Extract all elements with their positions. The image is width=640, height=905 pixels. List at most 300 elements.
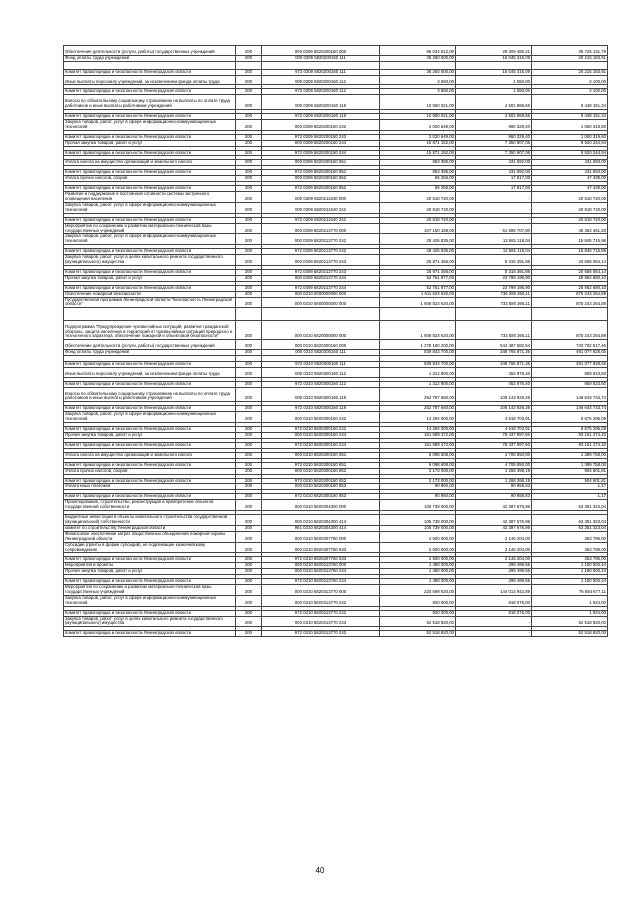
row-kbk-cell: 000 0310 5820300160 112 [262,367,380,377]
row-code-cell: 200 [236,285,262,291]
row-approved-cell: 25 971 456,00 [380,255,456,266]
row-code-cell: 200 [236,381,262,387]
table-row [64,89,608,95]
row-code-cell: 200 [236,75,262,85]
table-row [64,150,608,156]
row-approved-cell: 20 818 720,00 [380,217,456,223]
table-row [64,69,608,75]
table-row [64,387,608,402]
row-code-cell: 200 [236,150,262,156]
row-approved-cell: 820 000,00 [380,610,456,616]
row-approved-cell: 1 608 823 620,00 [380,297,456,308]
row-name-cell: Комитет правопорядка и безопасности Ленинградской области [64,89,236,95]
table-row [64,616,608,627]
table-row [64,515,608,526]
row-remaining-cell: 431 693,00 [532,170,608,176]
table-row [64,462,608,468]
row-approved-cell: 2 020 649,00 [380,134,456,140]
row-remaining-cell: 2 100,00 [532,89,608,95]
row-code-cell: 200 [236,119,262,130]
row-name-cell: Прочая закупка товаров, работ и услуг [64,433,236,439]
row-name-cell: Закупка товаров, работ, услуг в сфере информационно-коммуникационных технологий [64,234,236,245]
row-kbk-cell: 000 0310 5820300160 111 [262,350,380,356]
table-row [64,75,608,85]
row-kbk-cell: 000 0309 5820213770 244 [262,275,380,281]
table-row [64,134,608,140]
row-executed-cell: 5 315 391,86 [456,269,532,275]
row-executed-cell: 431 692,00 [456,170,532,176]
row-code-cell: 200 [236,406,262,412]
row-remaining-cell: 20 818 720,00 [532,192,608,203]
row-kbk-cell: 000 0310 5820313760 244 [262,569,380,575]
row-remaining-cell: 9 675 296,09 [532,412,608,423]
row-executed-cell: 4 708 850,00 [456,462,532,468]
table-row [64,631,608,637]
row-code-cell: 200 [236,170,262,176]
row-code-cell: 200 [236,427,262,433]
row-name-cell: Комитет правопорядка и безопасности Ленинградской области [64,631,236,637]
row-remaining-cell: 83 151 474,40 [532,442,608,448]
row-name-cell: Комитет правопорядка и безопасности Ленинградской области [64,406,236,412]
row-remaining-cell: 45 454 461,20 [532,223,608,234]
row-approved-cell: 252 787 660,00 [380,406,456,412]
row-approved-cell: 10 950 021,00 [380,114,456,120]
row-approved-cell: 2 500 000,00 [380,531,456,542]
row-remaining-cell: 1 060 319,60 [532,119,608,130]
row-executed-cell: 17 817,00 [456,176,532,182]
row-name-cell: Уплата налога на имущество организаций и земельного налога [64,160,236,166]
table-row [64,114,608,120]
row-approved-cell: 2 020 649,00 [380,119,456,130]
row-executed-cell: 42 387 676,96 [456,500,532,511]
row-name-cell: Бюджетные инвестиции в объекты капитального строительства государственной (муниципальной) собственности [64,515,236,526]
row-remaining-cell: 8 520 244,94 [532,150,608,156]
row-approved-cell: 28 426 835,00 [380,249,456,255]
row-remaining-cell: 20 215 183,91 [532,55,608,61]
row-approved-cell: 105 739 000,00 [380,525,456,531]
row-executed-cell: 144 014 942,89 [456,585,532,596]
table-row [64,531,608,542]
row-name-cell: Прочая закупка товаров, работ и услуг [64,275,236,281]
row-kbk-cell: 000 0310 5820300160 000 [262,340,380,350]
row-kbk-cell: 000 0310 5820300160 852 [262,468,380,474]
row-remaining-cell: 904 601,81 [532,468,608,474]
row-remaining-cell: 8 520 244,94 [532,140,608,146]
row-approved-cell: 1 480 000,00 [380,579,456,585]
row-name-cell: Комитет правопорядка и безопасности Ленинградской области [64,478,236,484]
row-remaining-cell: 859 823,60 [532,367,608,377]
row-approved-cell: 220 599 620,00 [380,585,456,596]
spacer-row [64,61,608,69]
row-code-cell: 200 [236,412,262,423]
row-code-cell: 200 [236,433,262,439]
table-row [64,412,608,423]
table-row [64,160,608,166]
row-executed-cell: - [456,192,532,203]
row-executed-cell [456,61,532,69]
row-name-cell: Взносы по обязательному социальному страхованию на выплаты по оплате труда работников и иные выплаты работникам учреждений [64,387,236,402]
row-executed-cell: 4 708 850,00 [456,452,532,458]
row-approved-cell: 2 500 000,00 [380,557,456,563]
row-executed-cell: 1 268 398,19 [456,468,532,474]
row-code-cell: 200 [236,46,262,56]
row-code-cell: 200 [236,367,262,377]
row-remaining-cell: 733 702 517,46 [532,340,608,350]
row-executed-cell: 2 146 204,00 [456,542,532,553]
row-kbk-cell: 000 0310 5820300160 851 [262,452,380,458]
row-kbk-cell: 000 0309 5820200160 000 [262,46,380,56]
row-name-cell: Обеспечение пожарной безопасности [64,291,236,297]
row-name-cell: Закупка товаров, работ, услуг в сфере информационно-коммуникационных технологий [64,202,236,213]
row-approved-cell [380,308,456,321]
row-name-cell: Фонд оплаты труда учреждений [64,55,236,61]
row-remaining-cell: 20 818 720,00 [532,202,608,213]
row-name-cell: Подпрограмма "Предупреждение чрезвычайных ситуаций, развитие гражданской обороны, защита населения и территорий от чрезвычайных ситуаций природного и техногенного характера, обеспечение пожарной и объектовой безопасности" [64,321,236,340]
row-remaining-cell: 146 643 733,74 [532,387,608,402]
row-kbk-cell: 972 0309 5820200160 111 [262,69,380,75]
row-executed-cell: 12 581 119,04 [456,249,532,255]
row-name-cell: Комитет правопорядка и безопасности Ленинградской области [64,362,236,368]
row-name-cell: Прочая закупка товаров, работ и услуг [64,569,236,575]
row-name-cell: Финансовое обеспечение затрат общественных объединения пожарной охраны Ленинградской области [64,531,236,542]
row-name-cell: Мероприятия по сохранению и развитию материально-технической базы государственных учреждений [64,223,236,234]
row-remaining-cell: 491 077 828,65 [532,362,608,368]
row-remaining-cell: 491 077 828,65 [532,350,608,356]
row-name-cell: Комитет правопорядка и безопасности Ленинградской области [64,610,236,616]
row-name-cell: Уплата прочих налогов, сборов [64,176,236,182]
row-code-cell: 200 [236,269,262,275]
row-executed-cell: 299 499,56 [456,563,532,569]
row-code-cell: 200 [236,186,262,192]
row-remaining-cell: 875 243 254,89 [532,321,608,340]
table-row [64,249,608,255]
row-code-cell: 200 [236,114,262,120]
row-kbk-cell: 972 0309 5820200160 244 [262,150,380,156]
row-remaining-cell: 20 656 064,14 [532,255,608,266]
row-code-cell: 200 [236,350,262,356]
row-kbk-cell: 972 0310 5820300160 119 [262,406,380,412]
row-remaining-cell: 353 796,00 [532,542,608,553]
row-kbk-cell: 000 0310 5820307750 000 [262,531,380,542]
row-kbk-cell: 000 0310 5800000000 000 [262,297,380,308]
row-approved-cell: 65 256,00 [380,186,456,192]
row-code-cell: 200 [236,563,262,569]
table-row [64,478,608,484]
row-approved-cell: 1 611 623 620,00 [380,291,456,297]
row-code-cell: 200 [236,321,262,340]
row-kbk-cell: 000 0309 5820211540 242 [262,202,380,213]
row-executed-cell: 1 550,00 [456,89,532,95]
row-remaining-cell: 353 796,00 [532,531,608,542]
row-executed-cell: 16 045 316,09 [456,55,532,61]
row-executed-cell: 106 143 926,26 [456,387,532,402]
row-code-cell: 200 [236,95,262,110]
row-approved-cell: 14 294 000,00 [380,427,456,433]
row-remaining-cell: 63 351 323,04 [532,500,608,511]
row-approved-cell: 820 000,00 [380,595,456,606]
row-approved-cell: 107 150 169,00 [380,223,456,234]
row-remaining-cell: 28 952 680,10 [532,275,608,281]
row-approved-cell: 15 871 152,00 [380,140,456,146]
row-approved-cell: 105 739 000,00 [380,515,456,526]
row-code-cell: 200 [236,340,262,350]
row-kbk-cell: 972 0310 5820307750 633 [262,557,380,563]
row-remaining-cell: 9 675 296,09 [532,427,608,433]
row-approved-cell: 2 500 000,00 [380,542,456,553]
row-remaining-cell: 904 601,81 [532,478,608,484]
row-kbk-cell: 000 0309 5820200160 111 [262,55,380,61]
table-row [64,525,608,531]
table-row [64,255,608,266]
row-name-cell: Комитет правопорядка и безопасности Ленинградской области [64,427,236,433]
row-name-cell: Иные выплаты персоналу учреждений, за исключением фонда оплаты труда [64,75,236,85]
row-approved-cell: 863 385,00 [380,160,456,166]
row-name-cell: Комитет правопорядка и безопасности Ленинградской области [64,134,236,140]
row-kbk-cell: 972 0309 5820200160 851 [262,170,380,176]
row-code-cell: 200 [236,249,262,255]
row-remaining-cell: 76 584 677,11 [532,585,608,596]
table-row [64,406,608,412]
row-executed-cell: 818 076,00 [456,595,532,606]
row-executed-cell: 78 437 997,60 [456,433,532,439]
row-code-cell: 200 [236,442,262,448]
table-row [64,442,608,448]
row-kbk-cell: 000 0309 5820213770 242 [262,234,380,245]
row-kbk-cell: 972 0309 5820213770 243 [262,269,380,275]
row-remaining-cell: 859 823,60 [532,381,608,387]
row-executed-cell: 29 309 480,21 [456,46,532,56]
table-row [64,192,608,203]
row-executed-cell: 4 618 703,91 [456,427,532,433]
row-kbk-cell: 972 0310 5820300160 853 [262,494,380,500]
row-name-cell: Мероприятия по сохранению и развитию материально-технической базы государственных учреждений [64,585,236,596]
row-remaining-cell: 1 389 758,00 [532,452,608,458]
table-row [64,285,608,291]
table-row [64,223,608,234]
row-approved-cell: 6 098 608,00 [380,452,456,458]
row-code-cell: 200 [236,616,262,627]
row-code-cell: 200 [236,542,262,553]
row-approved-cell: 161 589 472,00 [380,442,456,448]
table-row [64,170,608,176]
row-name-cell: Развитие и поддержание в постоянной готовности системы экстренного оповещения населения [64,192,236,203]
row-remaining-cell: 52 518 920,00 [532,616,608,627]
row-kbk-cell: 000 0310 5820313760 000 [262,563,380,569]
row-name-cell: Закупка товаров, работ, услуг в сфере информационно-коммуникационных технологий [64,595,236,606]
row-approved-cell: 1 312 800,00 [380,367,456,377]
table-row [64,297,608,308]
row-remaining-cell [532,61,608,69]
row-approved-cell: 14 294 000,00 [380,412,456,423]
row-executed-cell: 299 499,56 [456,569,532,575]
row-kbk-cell: 972 0310 5820313760 244 [262,579,380,585]
row-code-cell: 200 [236,462,262,468]
row-name-cell: Закупка товаров, работ, услуг в целях капитального ремонта государственного (муниципального) имущества [64,616,236,627]
row-remaining-cell: 1 060 319,60 [532,134,608,140]
row-approved-cell: 252 787 660,00 [380,387,456,402]
row-kbk-cell: 972 0309 5820200160 242 [262,134,380,140]
row-executed-cell: 90 958,83 [456,484,532,490]
row-code-cell: 200 [236,160,262,166]
row-executed-cell: 17 817,00 [456,186,532,192]
table-row [64,186,608,192]
row-remaining-cell: 1 389 758,00 [532,462,608,468]
table-row [64,46,608,56]
row-executed-cell: 733 580 365,11 [456,297,532,308]
table-body [64,46,608,637]
row-name-cell: Обеспечение деятельности (услуги, работы) государственных учреждений [64,46,236,56]
row-name-cell: Комитет правопорядка и безопасности Ленинградской области [64,442,236,448]
row-remaining-cell: 6 448 151,34 [532,114,608,120]
row-approved-cell: 20 818 720,00 [380,202,456,213]
table-row [64,362,608,368]
row-approved-cell: 36 260 500,00 [380,69,456,75]
row-approved-cell: 90 960,00 [380,494,456,500]
row-code-cell: 200 [236,557,262,563]
row-executed-cell: 960 329,40 [456,134,532,140]
row-kbk-cell: 000 0310 5820300160 244 [262,433,380,439]
row-name-cell: Комитет правопорядка и безопасности Ленинградской области [64,557,236,563]
row-executed-cell: 78 437 997,60 [456,442,532,448]
row-executed-cell: 348 765 871,35 [456,362,532,368]
row-approved-cell: 52 751 877,00 [380,285,456,291]
row-name-cell: Комитет правопорядка и безопасности Ленинградской области [64,249,236,255]
row-executed-cell: 2 146 204,00 [456,557,532,563]
row-code-cell: 200 [236,176,262,182]
row-executed-cell: 299 499,56 [456,579,532,585]
row-remaining-cell: 146 643 733,74 [532,406,608,412]
row-approved-cell: 3 650,00 [380,75,456,85]
row-executed-cell: 7 350 907,06 [456,150,532,156]
row-code-cell: 200 [236,387,262,402]
row-executed-cell: 733 580 365,11 [456,321,532,340]
row-approved-cell: 1 312 800,00 [380,381,456,387]
row-kbk-cell: 972 0309 5820200160 112 [262,89,380,95]
row-executed-cell: 452 976,40 [456,367,532,377]
row-name-cell [64,61,236,69]
row-name-cell: Мероприятия и проекты [64,563,236,569]
row-executed-cell: 736 380 365,11 [456,291,532,297]
row-remaining-cell: 20 656 064,14 [532,269,608,275]
row-name-cell: Закупка товаров, работ, услуг в сфере информационно-коммуникационных технологий [64,119,236,130]
row-name-cell: Закупка товаров, работ, услуг в сфере информационно-коммуникационных технологий [64,412,236,423]
row-executed-cell: 23 799 196,90 [456,285,532,291]
table-row [64,494,608,500]
row-code-cell: 200 [236,525,262,531]
row-code-cell: 200 [236,500,262,511]
table-row [64,381,608,387]
row-executed-cell: 16 045 316,09 [456,69,532,75]
row-approved-cell: 3 650,00 [380,89,456,95]
row-approved-cell: 839 843 700,00 [380,362,456,368]
row-approved-cell: 36 260 500,00 [380,55,456,61]
row-code-cell: 200 [236,631,262,637]
row-approved-cell: 20 818 720,00 [380,192,456,203]
row-approved-cell: 1 480 000,00 [380,569,456,575]
row-executed-cell: - [456,616,532,627]
row-code-cell: 200 [236,452,262,458]
row-kbk-cell: 972 0309 5820200160 119 [262,114,380,120]
row-code-cell: 200 [236,468,262,474]
row-kbk-cell: 000 0309 5820200160 244 [262,140,380,146]
row-approved-cell: 86 034 612,00 [380,46,456,56]
row-code-cell: 200 [236,192,262,203]
row-name-cell: Комитет правопорядка и безопасности Ленинградской области [64,285,236,291]
row-executed-cell: 4 618 703,91 [456,412,532,423]
row-executed-cell: 1 268 398,19 [456,478,532,484]
row-remaining-cell: 6 448 151,34 [532,95,608,110]
row-remaining-cell: 63 351 323,04 [532,515,608,526]
row-name-cell: Комитет правопорядка и безопасности Ленинградской области [64,69,236,75]
row-remaining-cell: 875 243 254,89 [532,291,608,297]
row-kbk-cell: 972 0310 5820300160 244 [262,442,380,448]
row-remaining-cell: 36 725 131,79 [532,46,608,56]
row-approved-cell: 10 950 021,00 [380,95,456,110]
row-name-cell: Проектирование, строительство, реконструкция и приобретение объектов государственной собственности [64,500,236,511]
row-kbk-cell: 000 0310 5820300160 853 [262,484,380,490]
table-row [64,452,608,458]
row-code-cell: 200 [236,69,262,75]
row-remaining-cell: 52 518 920,00 [532,631,608,637]
row-approved-cell: 52 518 920,00 [380,616,456,627]
row-kbk-cell: 972 0309 5820200160 852 [262,186,380,192]
row-kbk-cell: 000 0309 5820200160 119 [262,95,380,110]
row-name-cell: Уплата прочих налогов, сборов [64,468,236,474]
row-kbk-cell: 000 0310 5820304300 414 [262,515,380,526]
row-code-cell: 200 [236,55,262,61]
row-code-cell: 200 [236,569,262,575]
row-approved-cell: 65 256,00 [380,176,456,182]
table-row [64,340,608,350]
row-approved-cell: 15 871 152,00 [380,150,456,156]
row-code-cell: 200 [236,297,262,308]
row-kbk-cell: 000 0310 5820307750 633 [262,542,380,553]
row-name-cell: Комитет правопорядка и безопасности Ленинградской области [64,269,236,275]
row-name-cell: Прочая закупка товаров, работ и услуг [64,140,236,146]
row-approved-cell: 2 173 000,00 [380,478,456,484]
row-kbk-cell: 000 0310 5820000000 000 [262,321,380,340]
row-kbk-cell: 000 0309 5820200160 852 [262,176,380,182]
row-code-cell: 200 [236,515,262,526]
row-remaining-cell: 15 845 715,96 [532,249,608,255]
row-kbk-cell: 000 0309 5820213770 243 [262,255,380,266]
row-remaining-cell: 20 818 720,00 [532,217,608,223]
row-remaining-cell: 1 180 500,44 [532,569,608,575]
table-row [64,542,608,553]
row-code-cell: 200 [236,478,262,484]
row-kbk-cell: 000 0310 5820300160 242 [262,412,380,423]
row-kbk-cell [262,61,380,69]
row-kbk-cell: 981 0310 5820304300 414 [262,525,380,531]
row-approved-cell: 105 739 000,00 [380,500,456,511]
row-executed-cell: - [456,631,532,637]
row-approved-cell: 161 589 472,00 [380,433,456,439]
row-executed-cell: 42 387 676,96 [456,525,532,531]
row-code-cell: 200 [236,134,262,140]
page-number: 40 [315,866,325,875]
row-code-cell: 200 [236,579,262,585]
row-name-cell: Иные выплаты персоналу учреждений, за исключением фонда оплаты труда [64,367,236,377]
row-code-cell: 200 [236,585,262,596]
row-remaining-cell [532,308,608,321]
table-row [64,500,608,511]
row-kbk-cell: 000 0310 5820313770 242 [262,595,380,606]
row-kbk-cell: 000 0310 5820313770 243 [262,616,380,627]
row-code-cell: 200 [236,202,262,213]
row-kbk-cell: 972 0310 5820313770 243 [262,631,380,637]
row-name-cell: Фонд оплаты труда учреждений [64,350,236,356]
row-kbk-cell: 000 0310 5820304300 000 [262,500,380,511]
